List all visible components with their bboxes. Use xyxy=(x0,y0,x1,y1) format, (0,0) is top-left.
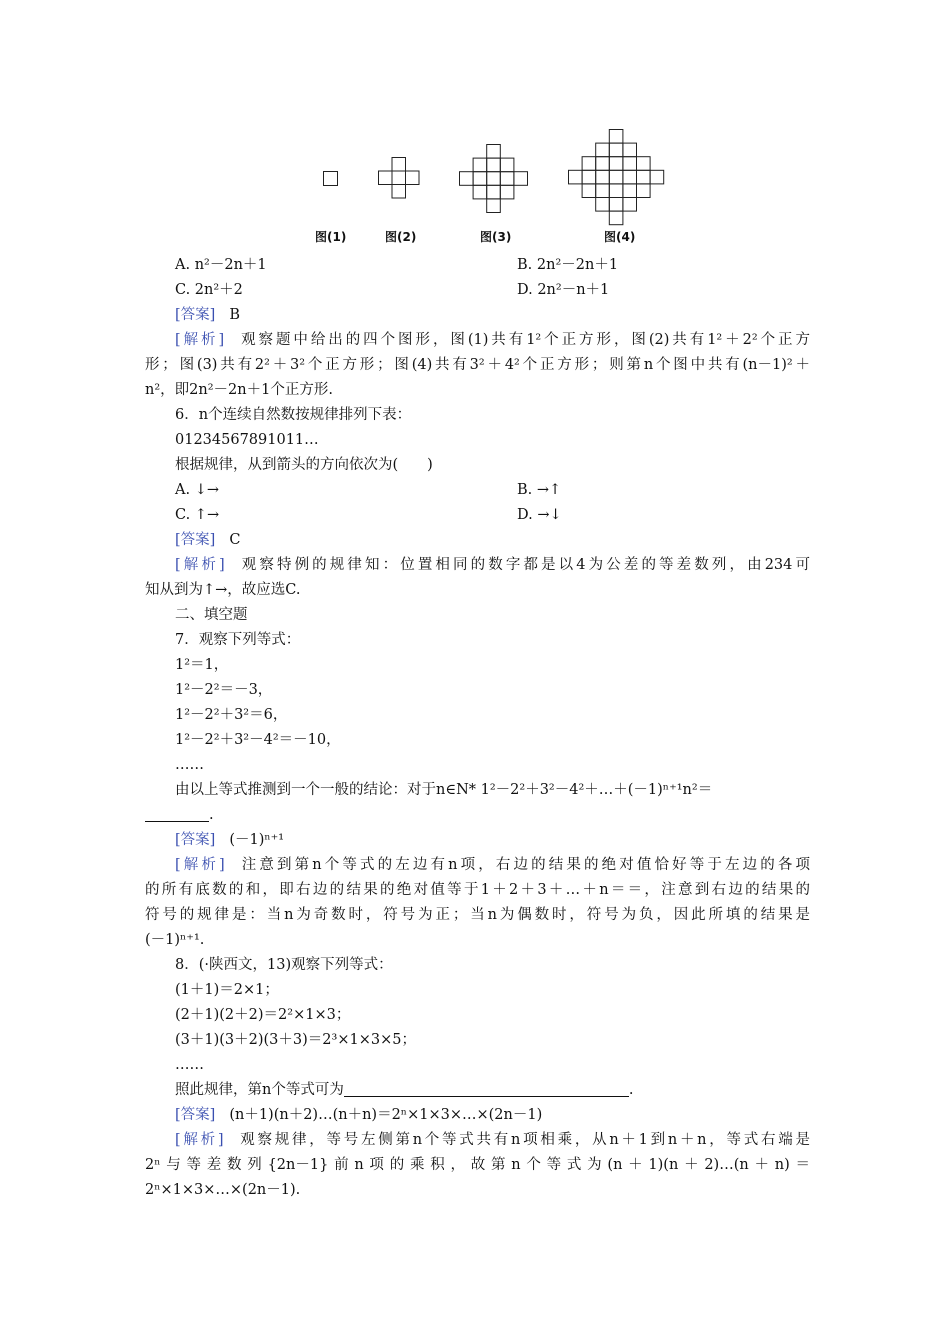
grid-square xyxy=(596,198,610,212)
grid-square xyxy=(596,170,610,184)
q7-conclusion: 由以上等式推测到一个一般的结论：对于n∈N* 1²－2²＋3²－4²＋…＋(－1)ⁿ⁺¹n²＝ xyxy=(175,782,713,798)
q7-equation-2: 1²－2²＝－3， xyxy=(175,682,273,698)
explain-tag: [解析] xyxy=(175,857,225,873)
option-letter: A. xyxy=(175,257,191,273)
grid-square xyxy=(500,158,514,172)
option-letter: C. xyxy=(175,282,191,298)
q5-options-row-1 xyxy=(145,253,810,278)
q5-option-b xyxy=(517,253,618,278)
option-letter: A. xyxy=(175,482,191,498)
option-text: 2n²－2n＋1 xyxy=(536,257,619,273)
option-letter: B. xyxy=(517,257,533,273)
q5-explain-line-3: n²，即2n²－2n＋1个正方形. xyxy=(145,382,333,398)
caption-3: 图(3) xyxy=(480,230,512,244)
grid-square xyxy=(569,170,583,184)
grid-square xyxy=(487,185,501,199)
grid-square xyxy=(623,143,637,157)
answer-value: B xyxy=(229,307,240,323)
q8-explain-line-2: 2ⁿ与等差数列{2n－1}前n项的乘积，故第n个等式为(n＋1)(n＋2)…(n＋n)＝ xyxy=(145,1157,810,1173)
q7-blank-line xyxy=(145,803,810,828)
figure-4-squares xyxy=(568,129,665,226)
q7-stem: 7．观察下列等式： xyxy=(175,632,301,648)
q8-answer xyxy=(145,1103,810,1128)
q8-explain-line-3: 2ⁿ×1×3×…×(2n－1). xyxy=(145,1182,301,1198)
sentence-end: . xyxy=(628,1082,634,1098)
figure-2 xyxy=(378,157,422,201)
q8-stem: 8．(·陕西文，13)观察下列等式： xyxy=(175,957,393,973)
grid-square xyxy=(406,171,420,185)
grid-square xyxy=(392,185,406,199)
answer-tag: [答案] xyxy=(175,832,216,848)
answer-value: C xyxy=(229,532,241,548)
grid-square xyxy=(582,184,596,198)
document-body xyxy=(145,253,810,1203)
caption-4: 图(4) xyxy=(604,230,636,244)
grid-square xyxy=(596,157,610,171)
grid-square xyxy=(487,199,501,213)
grid-square xyxy=(650,170,664,184)
q7-explain-line-1 xyxy=(145,853,810,878)
q7-explain-line-2: 的所有底数的和，即右边的结果的绝对值等于1＋2＋3＋…＋n＝＝，注意到右边的结果的 xyxy=(145,882,810,898)
grid-square xyxy=(609,143,623,157)
option-text: 2n²＋2 xyxy=(194,282,243,298)
option-letter: C. xyxy=(175,507,191,523)
q6-option-d xyxy=(517,503,562,528)
q7-dots: …… xyxy=(175,757,204,773)
option-text: →↑ xyxy=(536,482,562,498)
caption-1: 图(1) xyxy=(315,230,347,244)
grid-square xyxy=(487,158,501,172)
q5-answer xyxy=(145,303,810,328)
grid-square xyxy=(623,157,637,171)
q8-equation-2: (2＋1)(2＋2)＝2²×1×3； xyxy=(175,1007,351,1023)
option-text: ↑→ xyxy=(194,507,220,523)
q7-equation-4: 1²－2²＋3²－4²＝－10， xyxy=(175,732,341,748)
option-text: n²－2n＋1 xyxy=(194,257,267,273)
option-text: ↓→ xyxy=(194,482,220,498)
q6-option-b xyxy=(517,478,561,503)
q7-equation-3: 1²－2²＋3²＝6， xyxy=(175,707,288,723)
explain-tag: [解析] xyxy=(175,1132,224,1148)
q8-equation-1: (1＋1)＝2×1； xyxy=(175,982,279,998)
figure-4 xyxy=(568,129,665,226)
q6-explain-line-1 xyxy=(145,553,810,578)
q8-equation-3: (3＋1)(3＋2)(3＋3)＝2³×1×3×5； xyxy=(175,1032,416,1048)
explain-tag: [解析] xyxy=(175,557,225,573)
answer-tag: [答案] xyxy=(175,532,216,548)
option-text: 2n²－n＋1 xyxy=(537,282,610,298)
grid-square xyxy=(637,184,651,198)
grid-square xyxy=(623,170,637,184)
grid-square xyxy=(609,157,623,171)
grid-square xyxy=(500,172,514,186)
q6-option-c xyxy=(175,503,517,528)
explain-text: 注意到第n个等式的左边有n项，右边的结果的绝对值恰好等于左边的各项 xyxy=(238,857,810,873)
grid-square xyxy=(609,184,623,198)
figure-3 xyxy=(459,144,530,215)
option-letter: D. xyxy=(517,282,533,298)
option-letter: D. xyxy=(517,507,533,523)
grid-square xyxy=(596,143,610,157)
grid-square xyxy=(460,172,474,186)
grid-square xyxy=(609,198,623,212)
grid-square xyxy=(637,170,651,184)
question-text: 照此规律，第n个等式可为 xyxy=(175,1082,344,1098)
q8-dots: …… xyxy=(175,1057,204,1073)
option-letter: B. xyxy=(517,482,533,498)
q7-explain-line-4: (－1)ⁿ⁺¹. xyxy=(145,932,205,948)
grid-square xyxy=(582,170,596,184)
q6-option-a xyxy=(175,478,517,503)
grid-square xyxy=(392,158,406,172)
explain-text: 观察规律，等号左侧第n个等式共有n项相乘，从n＋1到n＋n，等式右端是 xyxy=(237,1132,810,1148)
q5-option-a xyxy=(175,253,517,278)
q7-answer xyxy=(145,828,810,853)
q6-explain-line-2: 知从到为↑→，故应选C. xyxy=(145,582,301,598)
grid-square xyxy=(392,171,406,185)
grid-square xyxy=(500,185,514,199)
figure-3-squares xyxy=(459,144,530,215)
grid-square xyxy=(623,184,637,198)
q6-answer xyxy=(145,528,810,553)
option-text: →↓ xyxy=(537,507,562,523)
answer-tag: [答案] xyxy=(175,307,216,323)
grid-square xyxy=(609,130,623,144)
q8-question xyxy=(145,1078,810,1103)
grid-square xyxy=(487,145,501,159)
grid-square xyxy=(596,184,610,198)
grid-square xyxy=(473,158,487,172)
answer-value: (n＋1)(n＋2)…(n＋n)＝2ⁿ×1×3×…×(2n－1) xyxy=(229,1107,543,1123)
grid-square xyxy=(379,171,393,185)
q7-explain-line-3: 符号的规律是：当n为奇数时，符号为正；当n为偶数时，符号为负，因此所填的结果是 xyxy=(145,907,810,923)
answer-value: (－1)ⁿ⁺¹ xyxy=(229,832,285,848)
grid-square xyxy=(473,185,487,199)
figure-1 xyxy=(323,171,339,187)
q6-options-row-1 xyxy=(145,478,810,503)
grid-square xyxy=(473,172,487,186)
q5-options-row-2 xyxy=(145,278,810,303)
grid-square xyxy=(609,211,623,225)
answer-blank[interactable] xyxy=(145,805,209,822)
grid-square xyxy=(514,172,528,186)
grid-square xyxy=(487,172,501,186)
sentence-end: . xyxy=(209,807,214,823)
figure-2-squares xyxy=(378,157,422,201)
q6-stem: 6．n个连续自然数按规律排列下表： xyxy=(175,407,412,423)
grid-square xyxy=(582,157,596,171)
answer-tag: [答案] xyxy=(175,1107,216,1123)
section-heading: 二、填空题 xyxy=(175,607,248,623)
grid-square xyxy=(637,157,651,171)
q6-sequence: 01234567891011… xyxy=(175,432,319,448)
explain-tag: [解析] xyxy=(175,332,225,348)
grid-square xyxy=(623,198,637,212)
figure-1-squares xyxy=(323,171,339,187)
grid-square xyxy=(609,170,623,184)
q5-option-d xyxy=(517,278,609,303)
q7-equation-1: 1²＝1， xyxy=(175,657,229,673)
q5-explain-line-2: 形；图(3)共有2²＋3²个正方形；图(4)共有3²＋4²个正方形；则第n个图中共有(n－1)²＋ xyxy=(145,357,810,373)
explain-text: 观察特例的规律知：位置相同的数字都是以4为公差的等差数列，由234可 xyxy=(238,557,810,573)
q6-options-row-2 xyxy=(145,503,810,528)
square-figures xyxy=(0,120,950,250)
q5-explain-line-1 xyxy=(145,328,810,353)
q8-explain-line-1 xyxy=(145,1128,810,1153)
answer-blank[interactable] xyxy=(344,1080,629,1097)
caption-2: 图(2) xyxy=(385,230,417,244)
q5-option-c xyxy=(175,278,517,303)
q6-question: 根据规律，从到箭头的方向依次为( ) xyxy=(175,457,433,473)
explain-text: 观察题中给出的四个图形，图(1)共有1²个正方形，图(2)共有1²＋2²个正方 xyxy=(238,332,810,348)
